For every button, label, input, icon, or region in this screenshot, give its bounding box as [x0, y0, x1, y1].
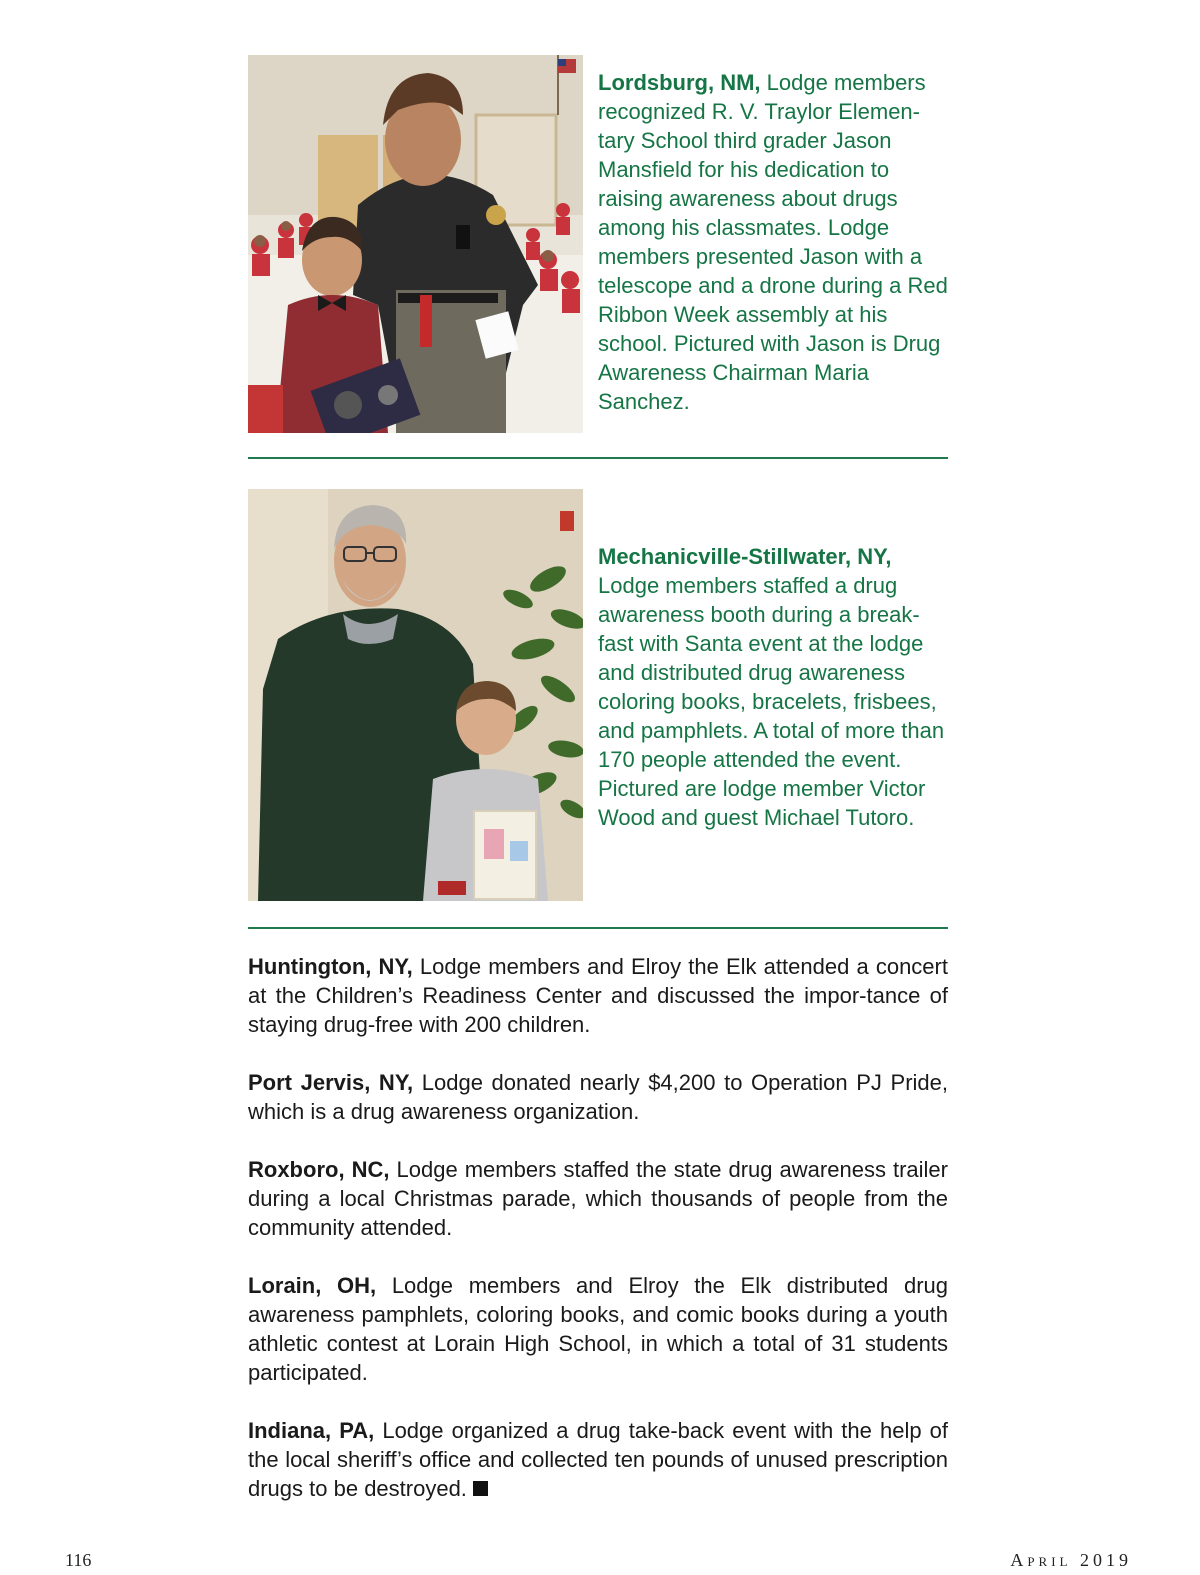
issue-date: April 2019 — [1010, 1550, 1132, 1570]
page-number: 116 — [65, 1550, 92, 1570]
caption-lordsburg — [598, 68, 948, 416]
lodge-item-text: Lodge organized a drug take-back event with the help of the local sheriff’s office and collected ten pounds of unused prescription drugs to be destroyed. — [248, 1418, 948, 1501]
lodge-item-text: Lodge members staffed the state drug awareness trailer during a local Christmas parade, which thousands of people from the community attended. — [248, 1157, 948, 1240]
section-divider-1 — [248, 457, 948, 459]
lodge-item-roxboro — [248, 1155, 948, 1242]
feature-mechanicville-stillwater — [248, 489, 948, 901]
lodge-item-place: Huntington, NY, — [248, 954, 413, 979]
lodge-item-place: Indiana, PA, — [248, 1418, 375, 1443]
photo-lordsburg — [248, 55, 583, 433]
caption-mechanicville-place: Mechanicville-Stillwater, NY, — [598, 544, 892, 569]
lodge-item-text: Lodge members and Elroy the Elk distributed drug awareness pamphlets, coloring books, and comic books during a youth athletic contest at Lorain High School, in which a total of 31 students participated. — [248, 1273, 948, 1385]
photo-lordsburg-illustration — [248, 55, 583, 433]
caption-lordsburg-text: Lodge members recognized R. V. Traylor Elemen-tary School third grader Jason Mansfield for his dedication to raising awareness about drugs among his classmates. Lodge members presented Jason with a telescope and a drone during a Red Ribbon Week assembly at his school. Pictured with Jason is Drug Awareness Chairman Maria Sanchez. — [598, 70, 948, 414]
lodge-item-port-jervis — [248, 1068, 948, 1126]
lodge-item-huntington — [248, 952, 948, 1039]
caption-mechanicville-text: Lodge members staffed a drug awareness booth during a break-fast with Santa event at the lodge and distributed drug awareness coloring books, bracelets, frisbees, and pamphlets. A total of more than 170 people attended the event. Pictured are lodge member Victor Wood and guest Michael Tutoro. — [598, 573, 945, 830]
photo-mechanicville-illustration — [248, 489, 583, 901]
photo-mechanicville-stillwater — [248, 489, 583, 901]
lodge-item-place: Port Jervis, NY, — [248, 1070, 414, 1095]
feature-lordsburg — [248, 55, 948, 433]
lodge-item-text: Lodge members and Elroy the Elk attended a concert at the Children’s Readiness Center and discussed the impor-tance of staying drug-free with 200 children. — [248, 954, 948, 1037]
caption-mechanicville-stillwater — [598, 542, 948, 832]
lodge-items-list — [248, 952, 948, 1532]
lodge-item-indiana — [248, 1416, 948, 1503]
lodge-item-place: Lorain, OH, — [248, 1273, 377, 1298]
end-of-article-square-icon — [473, 1481, 488, 1496]
section-divider-2 — [248, 927, 948, 929]
lodge-item-place: Roxboro, NC, — [248, 1157, 390, 1182]
lodge-item-text: Lodge donated nearly $4,200 to Operation PJ Pride, which is a drug awareness organization. — [248, 1070, 949, 1124]
caption-lordsburg-place: Lordsburg, NM, — [598, 70, 761, 95]
lodge-item-lorain — [248, 1271, 948, 1387]
